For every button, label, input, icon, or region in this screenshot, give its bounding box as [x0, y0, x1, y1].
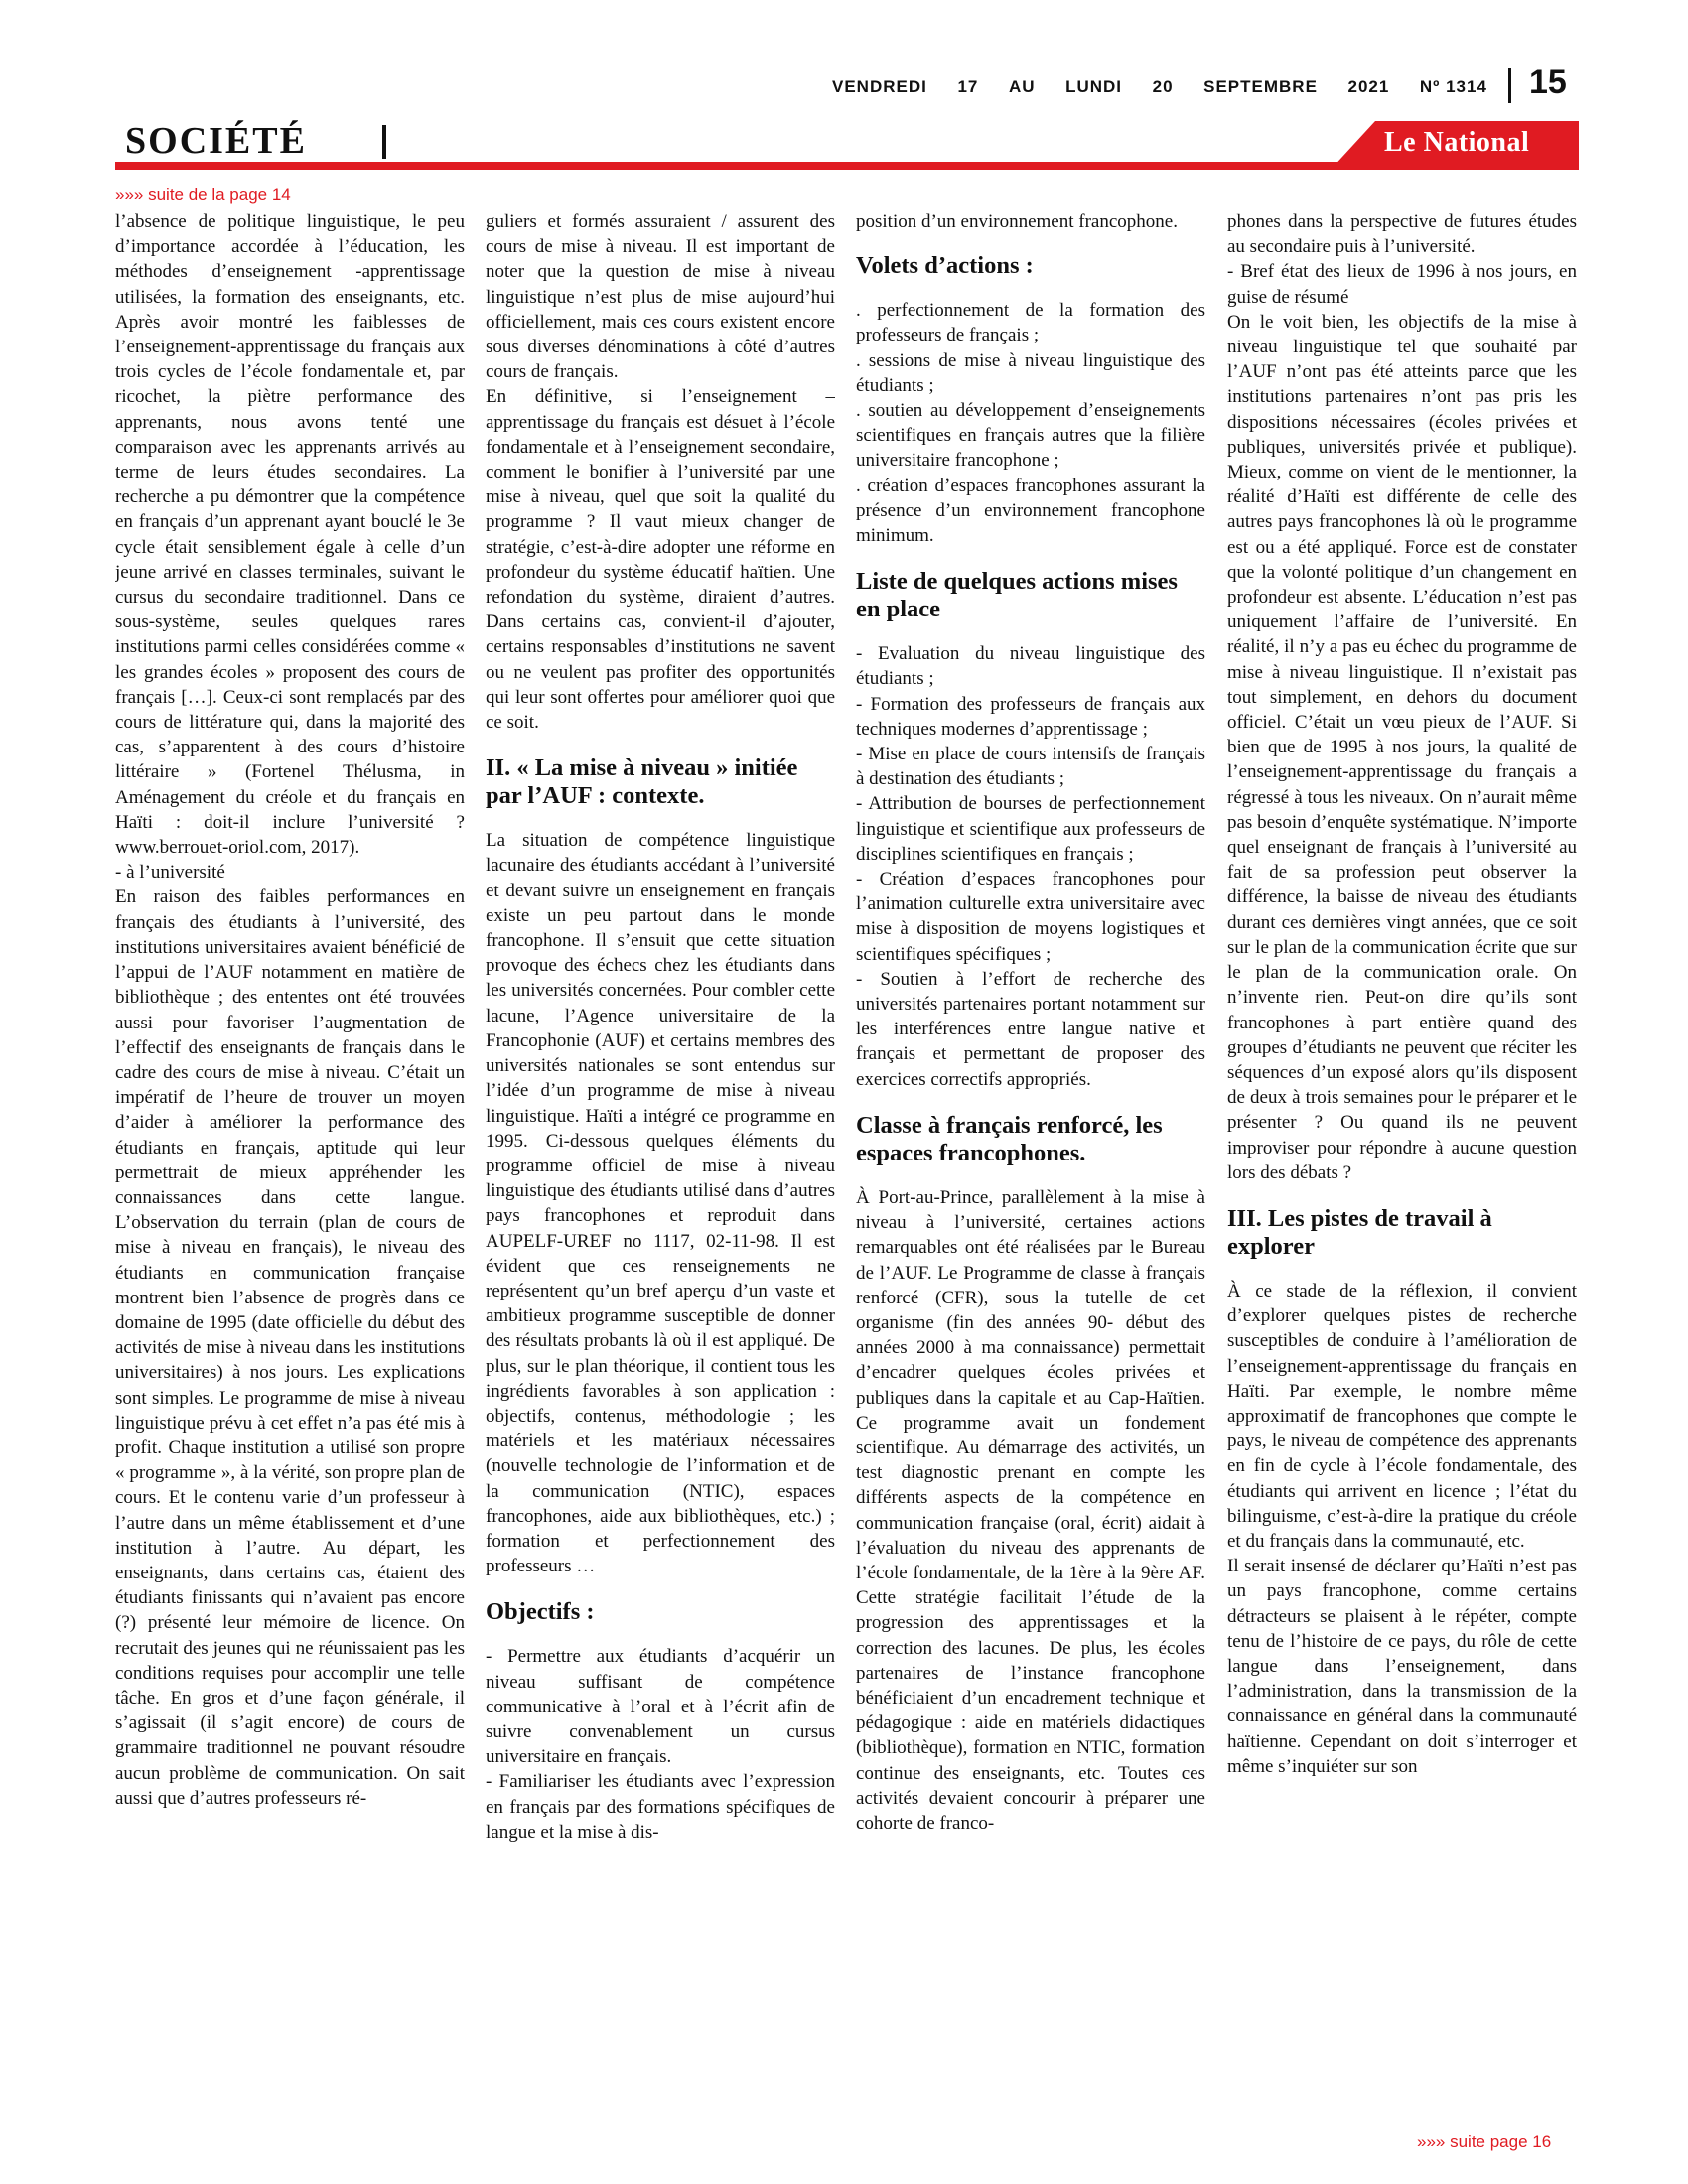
paragraph: En raison des faibles performances en français des étudiants à l’université, des institutions universitaires avaient bénéficié de l’appui de l’AUF notamment en matière de bibliothèque ; des ententes ont été trouvées aussi pour favoriser l’augmentation de l’effectif des enseignants de français dans le cadre des cours de mise à niveau. C’était un impératif de l’heure de trouver un moyen d’aider à améliorer la performance des étudiants en français, aptitude qui leur permettrait de mieux appréhender les connaissances dans cette langue. L’observation du terrain (plan de cours de mise à niveau en français), le niveau des étudiants en communication française montrent bien l’absence de progrès dans ce domaine de 1995 (date officielle du début des activités de mise à niveau dans les institutions universitaires) à nos jours. Les explications sont simples. Le programme de mise à niveau linguistique prévu à cet effet n’a pas été mis à profit. Chaque institution a utilisé son propre « programme », à la vérité, son propre plan de cours. Et le contenu varie d’un professeur à l’autre dans un même établissement et d’une institution à l’autre. Au départ, les enseignants, dans certains cas, étaient des étudiants finissants qui n’avaient pas encore (?) présenté leur mémoire de licence. On recrutait des jeunes qui ne réunissaient pas les conditions requises pour accomplir une telle tâche. En gros et d’une façon générale, il s’agissait (il s’agit encore) de cours de grammaire traditionnel ne pouvant résoudre aucun problème de communication. On sait aussi que d’autres professeurs ré-: [115, 887, 465, 1809]
paragraph: - à l’université: [115, 862, 225, 884]
date-year: 2021: [1347, 77, 1390, 96]
issue-date-line: [832, 77, 1487, 97]
subheading: Classe à français renforcé, les espaces francophones.: [856, 1111, 1163, 1166]
section-divider: [382, 125, 386, 159]
continued-from-note: »»» suite de la page 14: [115, 185, 291, 204]
subheading: Objectifs :: [486, 1598, 595, 1626]
paragraph: - Bref état des lieux de 1996 à nos jours, en guise de résumé: [1227, 261, 1577, 308]
list-item: - Evaluation du niveau linguistique des étudiants ;: [856, 643, 1205, 690]
date-connector: AU: [1008, 77, 1036, 96]
list-item: - Formation des professeurs de français aux techniques modernes d’apprentissage ;: [856, 693, 1205, 740]
header-rule: [115, 162, 1579, 170]
list-item: - Création d’espaces francophones pour l’animation culturelle extra universitaire avec mise à disposition de moyens logistiques et scientifiques spécifiques ;: [856, 869, 1205, 965]
paragraph: La situation de compétence linguistique lacunaire des étudiants accédant à l’université et devant suivre un enseignement en français existe un peu partout dans le monde francophone. Il s’ensuit que cette situation provoque des échecs chez les étudiants dans les universités concernées. Pour combler cette lacune, l’Agence universitaire de la Francophonie (AUF) et certains membres des universités nationales se sont entendus sur l’idée d’un programme de mise à niveau linguistique. Haïti a intégré ce programme en 1995. Ci-dessous quelques éléments du programme officiel de mise à niveau linguistique des étudiants utilisé dans d’autres pays francophones et reproduit dans AUPELF-UREF no 1117, 02-11-98. Il est évident que ces renseignements ne représentent qu’un bref aperçu d’un vaste et ambitieux programme susceptible de donner des résultats probants là où il est appliqué. De plus, sur le plan théorique, il contient tous les ingrédients favorables à son application : objectifs, contenus, méthodologie ; les matériels et les matériaux nécessaires (nouvelle technologie de l’information et de la communication (NTIC), espaces francophones, aide aux bibliothèques, etc.) ; formation et perfectionnement des professeurs …: [486, 830, 835, 1577]
newspaper-brand: Le National: [1384, 127, 1530, 158]
article-column-3: [856, 209, 1205, 2116]
paragraph: - Permettre aux étudiants d’acquérir un niveau suffisant de compétence communicative à l’oral et à l’écrit afin de suivre convenablement un cursus universitaire en français.: [486, 1646, 835, 1768]
date-day-start: 17: [957, 77, 979, 96]
article-column-2: [486, 209, 835, 2116]
continued-to-note: »»» suite page 16: [1417, 2132, 1552, 2151]
list-item: . création d’espaces francophones assurant la présence d’un environnement francophone minimum.: [856, 475, 1205, 547]
paragraph: position d’un environnement francophone.: [856, 211, 1178, 232]
paragraph: À Port-au-Prince, parallèlement à la mise à niveau à l’université, certaines actions remarquables ont été réalisées par le Bureau de l’AUF. Le Programme de classe à français renforcé (CFR), sous la tutelle de cet organisme (fin des années 90- début des années 2000 à ma connaissance) permettait d’encadrer quelques écoles privées et publiques dans la capitale et au Cap-Haïtien. Ce programme avait un fondement scientifique. Au démarrage des activités, un test diagnostic prenant en compte les différents aspects de la compétence en communication française (oral, écrit) aidait à l’évaluation du niveau des apprenants de l’école fondamentale, de la 1ère à la 9ère AF. Cette stratégie facilitait l’étude de la progression des apprentissages et la correction des lacunes. De plus, les écoles partenaires de l’instance francophone bénéficiaient d’un encadrement technique et pédagogique : aide en matériels didactiques (bibliothèque), formation en NTIC, formation continue des enseignants, etc. Toutes ces activités devaient concourir à préparer une cohorte de franco-: [856, 1186, 1205, 1834]
date-weekday-start: VENDREDI: [832, 77, 927, 96]
paragraph: À ce stade de la réflexion, il convient d’explorer quelques pistes de recherche susceptibles de conduire à l’amélioration de l’enseignement-apprentissage du français en Haïti. Par exemple, le nombre même approximatif de francophones que compte le pays, le niveau de compétence des apprenants en fin de cycle à l’école fondamentale, des étudiants qui arrivent en licence ; l’état du bilinguisme, c’est-à-dire la pratique du créole et du français dans la communauté, etc.: [1227, 1280, 1577, 1552]
date-day-end: 20: [1152, 77, 1174, 96]
paragraph: guliers et formés assuraient / assurent des cours de mise à niveau. Il est important de noter que la question de mise à niveau linguistique n’est plus de mise aujourd’hui officiellement, mais ces cours existent encore sous diverses dénominations à côté d’autres cours de français.: [486, 211, 835, 383]
page-number-divider: [1508, 68, 1511, 103]
paragraph: On le voit bien, les objectifs de la mise à niveau linguistique tel que souhaité par l’AUF n’ont pas été atteints parce que les institutions partenaires n’ont pas pris les dispositions nécessaires (écoles privées et publiques, universités privée et publique). Mieux, comme on vient de le mentionner, la réalité d’Haïti est différente de celle des autres pays francophones là où le programme est ou a été appliqué. Force est de constater que la volonté politique d’un changement en profondeur est absente. L’éducation n’est pas uniquement l’affaire de l’université. En réalité, il n’y a pas eu échec du programme de mise à niveau linguistique. Il n’existait pas tout simplement, en dehors du document officiel. C’était un vœu pieux de l’AUF. Si bien que de 1995 à nos jours, la qualité de l’enseignement-apprentissage du français a régressé à tous les niveaux. On n’aurait même pas besoin d’enquête systématique. N’importe quel enseignant de français à l’université au fait de sa profession peut observer la différence, la baisse de niveau des étudiants durant ces dernières vingt années, que ce soit sur le plan de la communication écrite que sur le plan de la communication orale. On n’invente rien. Peut-on dire qu’ils sont francophones à part entière quand des groupes d’étudiants ne peuvent que réciter les séquences d’un exposé alors qu’ils disposent de deux à trois semaines pour le préparer et le présenter ? Ou quand ils ne peuvent improviser pour répondre à aucune question lors des débats ?: [1227, 311, 1577, 1183]
list-item: . soutien au développement d’enseignements scientifiques en français autres que la filière universitaire francophone ;: [856, 400, 1205, 472]
paragraph: Il serait insensé de déclarer qu’Haïti n’est pas un pays francophone, comme certains détracteurs se plaisent à le répéter, compte tenu de l’histoire de ce pays, du rôle de cette langue dans l’enseignement, dans l’administration, dans la transmission de la connaissance en général dans la communauté haïtienne. Cependant on doit s’interroger et même s’inquiéter sur son: [1227, 1556, 1577, 1777]
paragraph: l’absence de politique linguistique, le peu d’importance accordée à l’éducation, les méthodes d’enseignement -apprentissage utilisées, la formation des enseignants, etc. Après avoir montré les faiblesses de l’enseignement-apprentissage du français aux trois cycles de l’école fondamentale et, par ricochet, la piètre performance des apprenants, nous avons tenté une comparaison avec les apprenants arrivés au terme de leurs études secondaires. La recherche a pu démontrer que la compétence en français d’un apprenant ayant bouclé le 3e cycle était sensiblement égale à celle d’un jeune arrivé en classes terminales, suivant le cursus du secondaire traditionnel. Dans ce sous-système, seules quelques rares institutions parmi celles considérées comme « les grandes écoles » proposent des cours de français […]. Ceux-ci sont remplacés par des cours de littérature qui, dans la majorité des cas, s’apparentent à des cours d’histoire littéraire » (Fortenel Thélusma, in Aménagement du créole et du français en Haïti : doit-il inclure l’université ? www.berrouet-oriol.com, 2017).: [115, 211, 465, 859]
article-column-4: [1227, 209, 1577, 2116]
article-column-1: [115, 209, 465, 2116]
subheading: Liste de quelques actions mises en place: [856, 568, 1178, 623]
section-title: SOCIÉTÉ: [125, 120, 307, 162]
subheading: II. « La mise à niveau » initiée par l’AUF : contexte.: [486, 754, 798, 810]
paragraph: phones dans la perspective de futures études au secondaire puis à l’université.: [1227, 211, 1577, 258]
list-item: . perfectionnement de la formation des professeurs de français ;: [856, 300, 1205, 346]
subheading: III. Les pistes de travail à explorer: [1227, 1204, 1492, 1260]
page-number: 15: [1529, 64, 1567, 101]
date-month: SEPTEMBRE: [1203, 77, 1318, 96]
subheading: Volets d’actions :: [856, 252, 1034, 280]
paragraph: - Familiariser les étudiants avec l’expression en français par des formations spécifiques de langue et la mise à dis-: [486, 1771, 835, 1843]
issue-number: Nº 1314: [1419, 77, 1487, 96]
list-item: - Soutien à l’effort de recherche des universités partenaires portant notamment sur les interférences entre langue native et français et permettant de proposer des exercices correctifs appropriés.: [856, 968, 1205, 1090]
paragraph: En définitive, si l’enseignement – apprentissage du français est désuet à l’école fondamentale et à l’enseignement secondaire, comment le bonifier à l’université par une mise à niveau, quel que soit la qualité du programme ? Il vaut mieux changer de stratégie, c’est-à-dire adopter une réforme en profondeur du système éducatif haïtien. Une refondation du système, diraient d’autres. Dans certains cas, convient-il d’ajouter, certains responsables d’institutions ne savent ou ne veulent pas profiter des opportunités qui leur sont offertes pour améliorer quoi que ce soit.: [486, 386, 835, 734]
list-item: - Attribution de bourses de perfectionnement linguistique et scientifique aux professeurs de disciplines scientifiques en français ;: [856, 793, 1205, 865]
list-item: . sessions de mise à niveau linguistique des étudiants ;: [856, 349, 1205, 396]
list-item: - Mise en place de cours intensifs de français à destination des étudiants ;: [856, 744, 1205, 790]
date-weekday-end: LUNDI: [1065, 77, 1123, 96]
